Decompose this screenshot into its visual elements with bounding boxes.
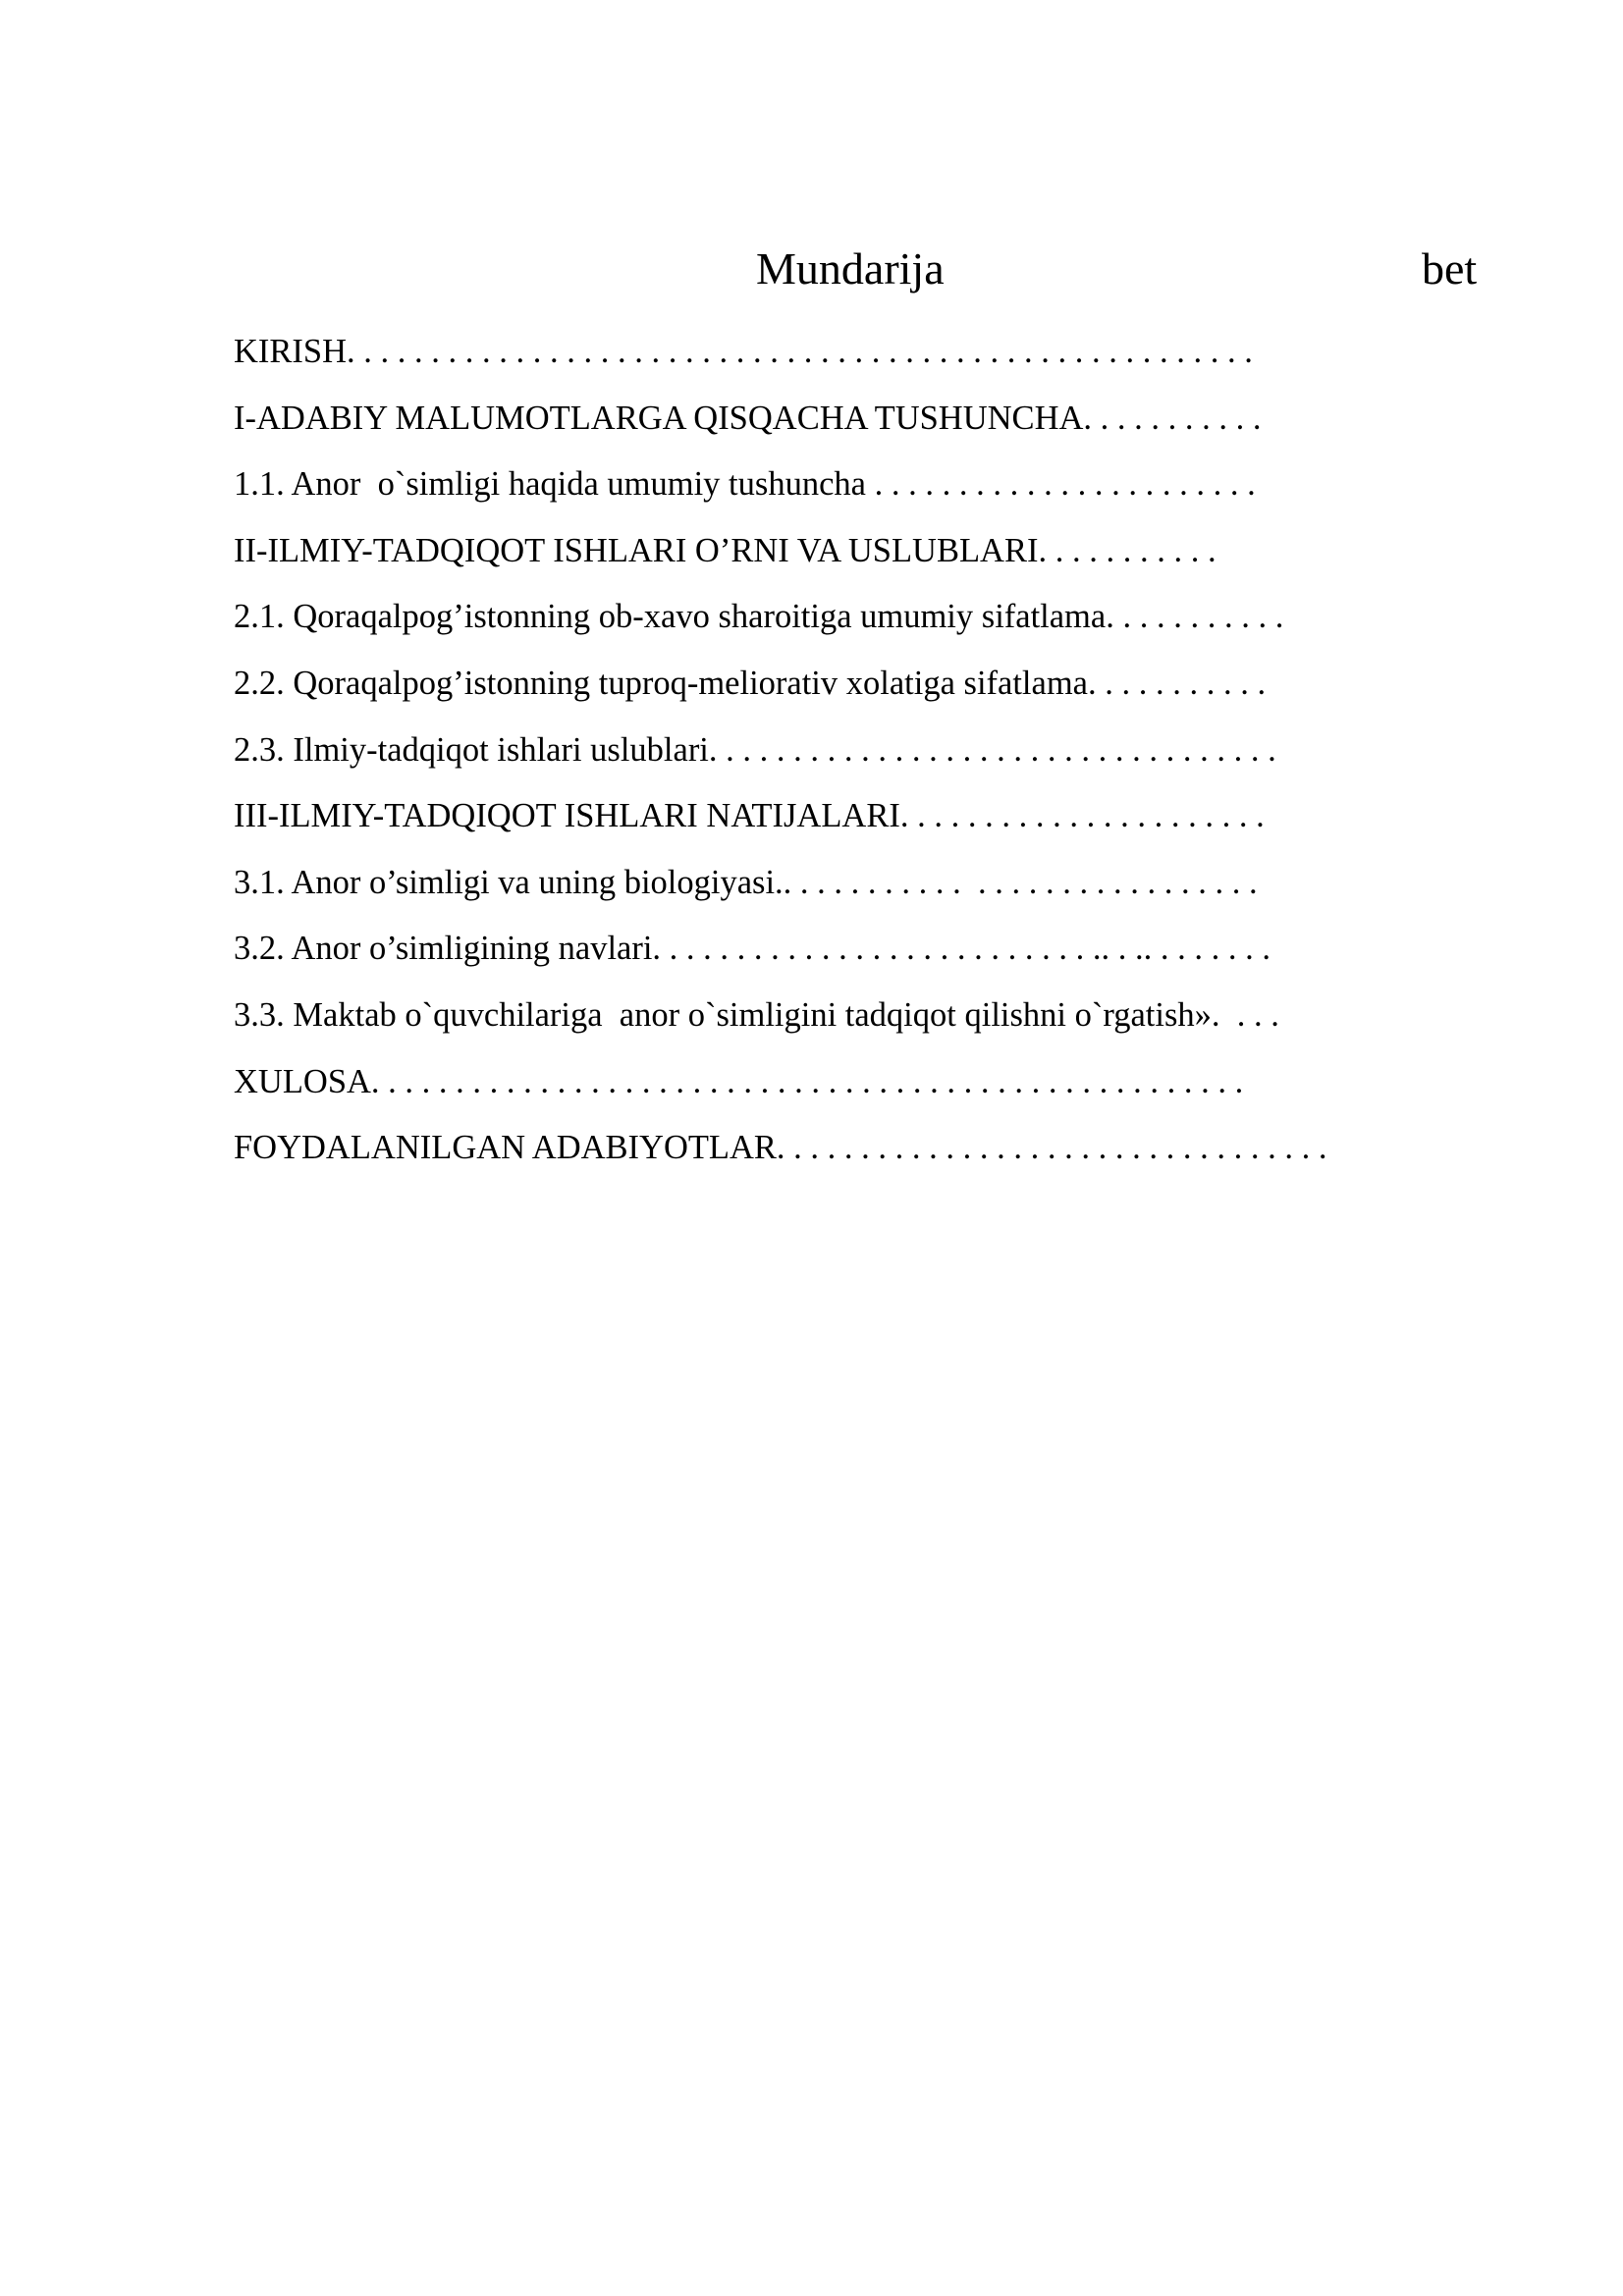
toc-entry-chapter-2: II-ILMIY-TADQIQOT ISHLARI O’RNI VA USLUBLARI. . . . . . . . . . . [234,531,1217,569]
toc-heading [0,240,1623,298]
toc-entry-xulosa: XULOSA. . . . . . . . . . . . . . . . . . . . . . . . . . . . . . . . . . . . . . . . . . . . . . . . . . . . [234,1062,1244,1100]
toc-entry-section-2-3: 2.3. Ilmiy-tadqiqot ishlari uslublari. . . . . . . . . . . . . . . . . . . . . . . . . . . . . . . . . . [234,730,1276,769]
toc-entry-section-2-1: 2.1. Qoraqalpog’istonning ob-xavo sharoitiga umumiy sifatlama. . . . . . . . . . . [234,598,1284,636]
page-column-label: bet [1422,243,1478,294]
toc-entry-section-2-2: 2.2. Qoraqalpog’istonning tuproq-meliorativ xolatiga sifatlama. . . . . . . . . . . [234,664,1267,702]
toc-entry-section-3-2: 3.2. Anor o’simligining navlari. . . . . . . . . . . . . . . . . . . . . . . . . . .. . .. . . . . . . . [234,930,1271,968]
table-of-contents [234,327,1490,1190]
toc-entry-section-3-3: 3.3. Maktab o`quvchilariga anor o`simligini tadqiqot qilishni o`rgatish». . . . [234,995,1279,1034]
toc-entry-chapter-3: III-ILMIY-TADQIQOT ISHLARI NATIJALARI. . . . . . . . . . . . . . . . . . . . . . [234,797,1265,835]
toc-title: Mundarija [756,243,945,294]
toc-entry-section-3-1: 3.1. Anor o’simligi va uning biologiyasi.. . . . . . . . . . . . . . . . . . . . . . . . . . . . [234,863,1258,901]
toc-entry-kirish: KIRISH. . . . . . . . . . . . . . . . . . . . . . . . . . . . . . . . . . . . . . . . . . . . . . . . . . . . . . [234,333,1253,370]
toc-entry-chapter-1: I-ADABIY MALUMOTLARGA QISQACHA TUSHUNCHA. . . . . . . . . . . [234,399,1262,437]
toc-entry-references: FOYDALANILGAN ADABIYOTLAR. . . . . . . . . . . . . . . . . . . . . . . . . . . . . . . . . [234,1129,1327,1167]
toc-entry-section-1-1: 1.1. Anor o`simligi haqida umumiy tushuncha . . . . . . . . . . . . . . . . . . . . . . . [234,465,1256,504]
